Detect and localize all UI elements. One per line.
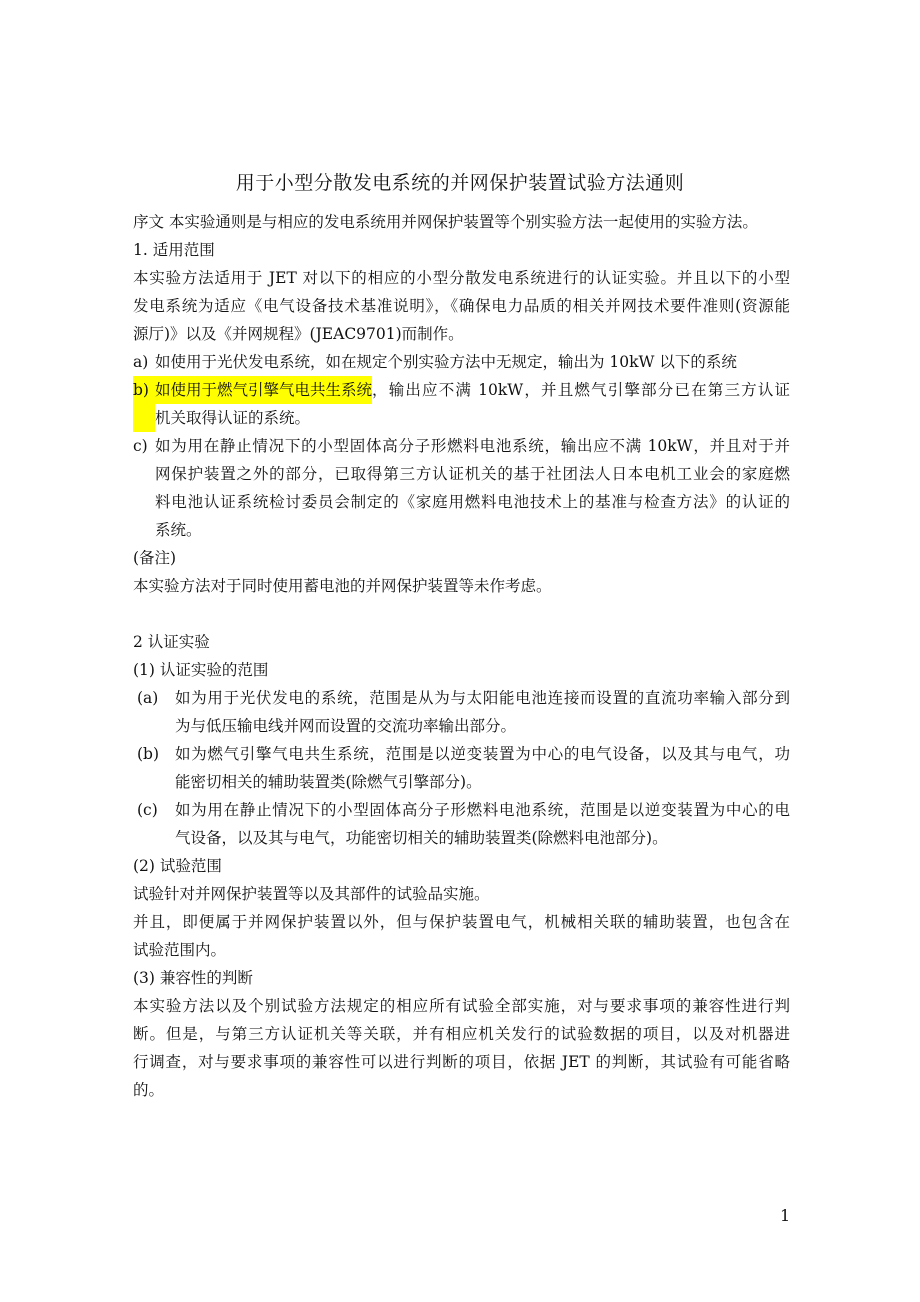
paragraph [133,236,790,264]
list-row [133,376,790,432]
text-line: 网保护装置之外的部分，已取得第三方认证机关的基于社团法人日本电机工业会的家庭燃 [155,465,790,483]
highlighted-text: 如使用于燃气引擎气电共生系统 [155,376,372,404]
text-line: 如为燃气引擎气电共生系统，范围是以逆变装置为中心的电气设备，以及其与电气，功 [175,745,790,763]
list-row [133,740,790,796]
list-label: c) [133,437,148,455]
text-rest: ，输出应不满 10kW，并且燃气引擎部分已在第三方认证 [372,381,790,399]
list-item [133,432,790,544]
paragraph [133,572,790,600]
text-line: 如为用在静止情况下的小型固体高分子形燃料电池系统，范围是以逆变装置为中心的电 [175,801,790,819]
list-row [133,684,790,740]
list-item [133,684,790,740]
text-line: (备注) [133,549,177,567]
list-row [133,432,790,544]
list-row [133,796,790,852]
text-line: (2) 试验范围 [133,857,222,875]
text-line: 能密切相关的辅助装置类(除燃气引擎部分)。 [175,773,482,791]
text-line: 序文 本实验通则是与相应的发电系统用并网保护装置等个别实验方法一起使用的实验方法。 [133,213,758,231]
paragraph [133,992,790,1104]
paragraph [133,880,790,908]
paragraph [133,852,790,880]
text-line: 系统。 [155,521,202,539]
page-number: 1 [780,1206,791,1225]
text-line: 1. 适用范围 [133,241,215,259]
text-line: 2 认证实验 [133,633,210,651]
paragraph [133,264,790,348]
text-line: 本实验方法对于同时使用蓄电池的并网保护装置等未作考虑。 [133,577,552,595]
list-text [175,684,790,740]
text-line: 断。但是，与第三方认证机关等关联，并有相应机关发行的试验数据的项目，以及对机器进 [133,1025,790,1043]
paragraph [133,544,790,572]
text-line: 试验针对并网保护装置等以及其部件的试验品实施。 [133,885,490,903]
list-text [155,432,790,544]
text-line: 机关取得认证的系统。 [155,409,311,427]
text-line: 发电系统为适应《电气设备技术基准说明》，《确保电力品质的相关并网技术要件准则(资源能 [133,297,790,315]
text-line: 本实验方法以及个别试验方法规定的相应所有试验全部实施，对与要求事项的兼容性进行判 [133,997,790,1015]
list-label: (a) [137,689,159,707]
text-line: 的。 [133,1081,165,1099]
list-item [133,348,790,376]
list-item [133,796,790,852]
text-line: 如使用于光伏发电系统，如在规定个别实验方法中无规定，输出为 10kW 以下的系统 [155,353,737,371]
document-body [133,208,790,1104]
list-label: (c) [137,801,158,819]
text-line: 料电池认证系统检讨委员会制定的《家庭用燃料电池技术上的基准与检查方法》的认证的 [155,493,790,511]
text-line: (3) 兼容性的判断 [133,969,253,987]
text-line: 并且，即便属于并网保护装置以外，但与保护装置电气，机械相关联的辅助装置，也包含在 [133,913,790,931]
list-label: a) [133,353,149,371]
text-line: 本实验方法适用于 JET 对以下的相应的小型分散发电系统进行的认证实验。并且以下的小型 [133,269,790,287]
text-line: (1) 认证实验的范围 [133,661,269,679]
paragraph [133,656,790,684]
document-title: 用于小型分散发电系统的并网保护装置试验方法通则 [235,172,685,194]
text-line: 源厅)》以及《并网规程》(JEAC9701)而制作。 [133,325,464,343]
list-text [155,376,790,432]
text-line: 为与低压输电线并网而设置的交流功率输出部分。 [175,717,517,735]
list-text [175,740,790,796]
list-text [155,348,790,376]
paragraph [133,628,790,656]
text-line: 气设备，以及其与电气，功能密切相关的辅助装置类(除燃料电池部分)。 [175,829,668,847]
text-line: 如为用在静止情况下的小型固体高分子形燃料电池系统，输出应不满 10kW，并且对于并 [155,437,790,455]
list-label: b) [133,376,155,432]
list-label: (b) [137,745,160,763]
blank-line [133,600,790,628]
list-item [133,740,790,796]
text-line: 行调查，对与要求事项的兼容性可以进行判断的项目，依据 JET 的判断，其试验有可能省略 [133,1053,790,1071]
list-row [133,348,790,376]
text-line: 如为用于光伏发电的系统，范围是从为与太阳能电池连接而设置的直流功率输入部分到 [175,689,790,707]
list-item [133,376,790,432]
list-text [175,796,790,852]
paragraph [133,964,790,992]
paragraph [133,208,790,236]
text-line [155,376,790,404]
text-line: 试验范围内。 [133,941,227,959]
paragraph [133,908,790,964]
